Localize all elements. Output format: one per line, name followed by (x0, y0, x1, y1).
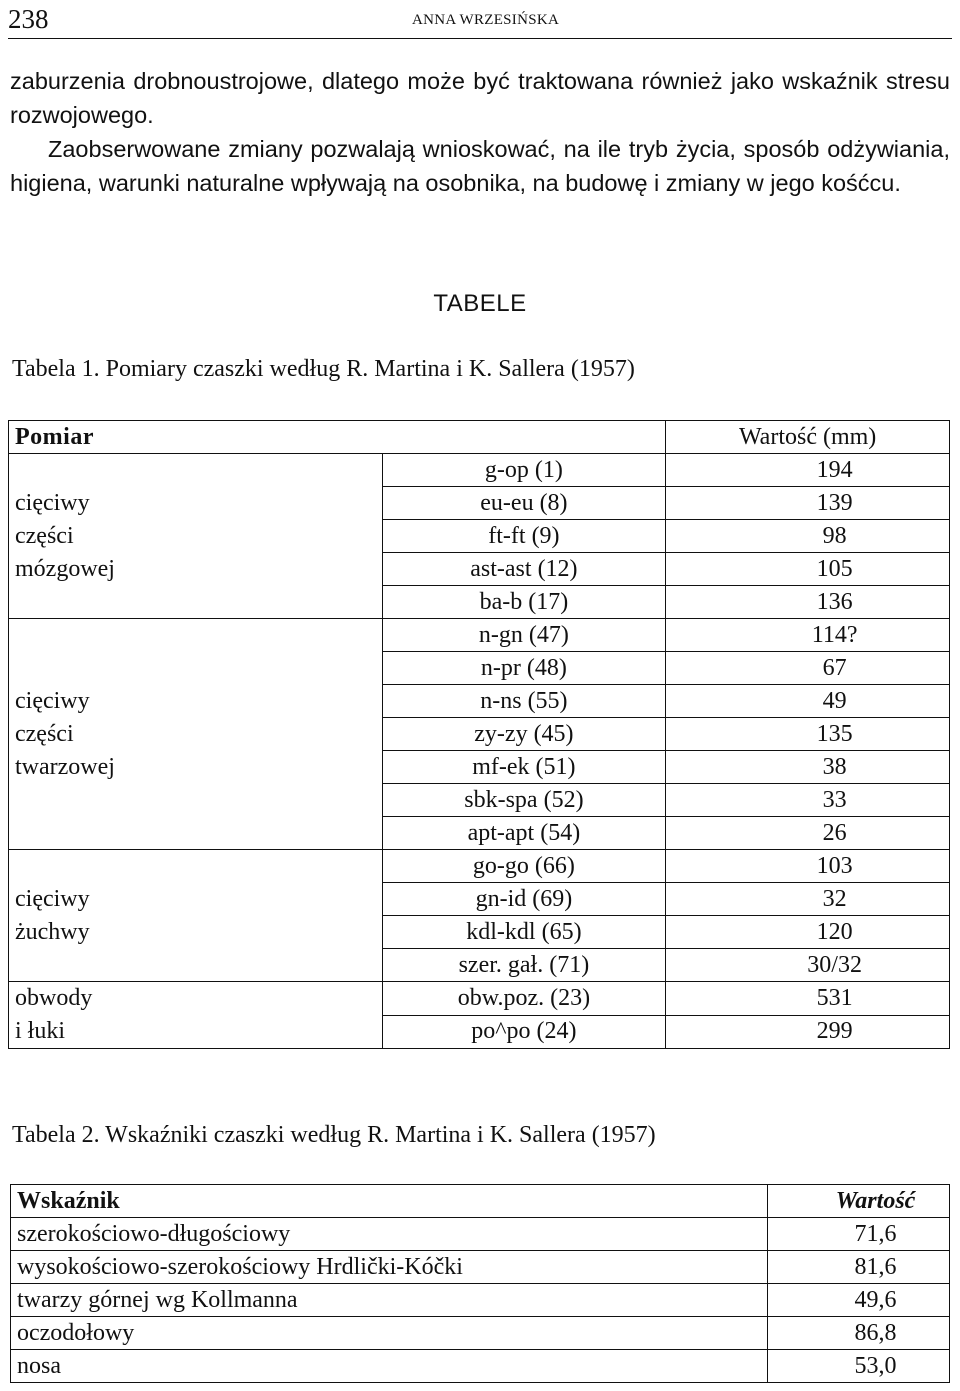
index-name-cell: wysokościowo-szerokościowy Hrdlički-Kóčki (11, 1251, 768, 1284)
paragraph: Zaobserwowane zmiany pozwalają wnioskować, na ile tryb życia, sposób odżywiania, higiena, warunki naturalne wpływają na osobnika, na budowę i zmiany w jego kośćcu. (10, 136, 950, 196)
table-row (11, 1317, 950, 1350)
page-number: 238 (8, 4, 49, 34)
table1-caption: Tabela 1. Pomiary czaszki według R. Martina i K. Sallera (1957) (12, 356, 635, 382)
table-row (9, 850, 950, 883)
measure-cell: go-go (66) (382, 850, 666, 883)
column-header-value: Wartość (768, 1185, 950, 1218)
measure-cell: g-op (1) (382, 454, 666, 487)
table-row (11, 1218, 950, 1251)
value-cell: 135 (666, 718, 950, 751)
table-row (11, 1350, 950, 1383)
skull-measurements-table (8, 420, 950, 1049)
measure-cell: mf-ek (51) (382, 751, 666, 784)
measure-cell: po^po (24) (382, 1015, 666, 1049)
page-header (8, 0, 952, 39)
value-cell: 103 (666, 850, 950, 883)
index-name-cell: szerokościowo-długościowy (11, 1218, 768, 1251)
group-label (9, 619, 383, 850)
table-row (9, 454, 950, 487)
group-label-line: części (15, 522, 74, 549)
value-cell: 136 (666, 586, 950, 619)
section-title: TABELE (433, 290, 527, 317)
group-label-line: i łuki (15, 1018, 66, 1044)
value-cell: 531 (666, 982, 950, 1016)
table2-caption: Tabela 2. Wskaźniki czaszki według R. Martina i K. Sallera (1957) (12, 1122, 656, 1148)
value-cell: 105 (666, 553, 950, 586)
table-row (9, 982, 950, 1016)
table-row (9, 619, 950, 652)
running-head-author: ANNA WRZESIŃSKA (412, 12, 560, 28)
group-label-line: cięciwy (15, 489, 90, 516)
value-cell: 98 (666, 520, 950, 553)
table-row (11, 1284, 950, 1317)
measure-cell: n-ns (55) (382, 685, 666, 718)
measure-cell: n-gn (47) (382, 619, 666, 652)
measure-cell: ft-ft (9) (382, 520, 666, 553)
measure-cell: gn-id (69) (382, 883, 666, 916)
measure-cell: szer. gał. (71) (382, 949, 666, 982)
group-label-line: twarzowej (15, 753, 115, 780)
group-label-line: części (15, 720, 74, 747)
group-label-line: żuchwy (15, 918, 90, 945)
index-name-cell: oczodołowy (11, 1317, 768, 1350)
value-cell: 30/32 (666, 949, 950, 982)
group-label-line: cięciwy (15, 885, 90, 912)
measure-cell: ba-b (17) (382, 586, 666, 619)
body-text (10, 64, 950, 200)
column-header-value: Wartość (mm) (666, 421, 950, 454)
value-cell: 114? (666, 619, 950, 652)
value-cell: 26 (666, 817, 950, 850)
value-cell: 194 (666, 454, 950, 487)
index-name-cell: nosa (11, 1350, 768, 1383)
index-value-cell: 86,8 (768, 1317, 950, 1350)
table-header-row (11, 1185, 950, 1218)
measure-cell: n-pr (48) (382, 652, 666, 685)
value-cell: 33 (666, 784, 950, 817)
column-header-index: Wskaźnik (11, 1185, 768, 1218)
group-label-line: cięciwy (15, 687, 90, 714)
value-cell: 139 (666, 487, 950, 520)
measure-cell: obw.poz. (23) (382, 982, 666, 1016)
index-name-cell: twarzy górnej wg Kollmanna (11, 1284, 768, 1317)
value-cell: 67 (666, 652, 950, 685)
measure-cell: zy-zy (45) (382, 718, 666, 751)
measure-cell: sbk-spa (52) (382, 784, 666, 817)
value-cell: 38 (666, 751, 950, 784)
value-cell: 32 (666, 883, 950, 916)
value-cell: 49 (666, 685, 950, 718)
group-label (9, 850, 383, 982)
table-header-row (9, 421, 950, 454)
measure-cell: eu-eu (8) (382, 487, 666, 520)
value-cell: 120 (666, 916, 950, 949)
group-label (9, 454, 383, 619)
index-value-cell: 71,6 (768, 1218, 950, 1251)
value-cell: 299 (666, 1015, 950, 1049)
skull-indices-table (10, 1184, 950, 1383)
index-value-cell: 49,6 (768, 1284, 950, 1317)
measure-cell: ast-ast (12) (382, 553, 666, 586)
measure-cell: kdl-kdl (65) (382, 916, 666, 949)
paragraph: zaburzenia drobnoustrojowe, dlatego może być traktowana również jako wskaźnik stresu rozwojowego. (10, 68, 950, 128)
measure-cell: apt-apt (54) (382, 817, 666, 850)
table-row (11, 1251, 950, 1284)
column-header-measure: Pomiar (9, 421, 666, 454)
index-value-cell: 53,0 (768, 1350, 950, 1383)
group-label (9, 982, 383, 1049)
group-label-line: obwody (15, 985, 93, 1011)
index-value-cell: 81,6 (768, 1251, 950, 1284)
group-label-line: mózgowej (15, 555, 115, 582)
